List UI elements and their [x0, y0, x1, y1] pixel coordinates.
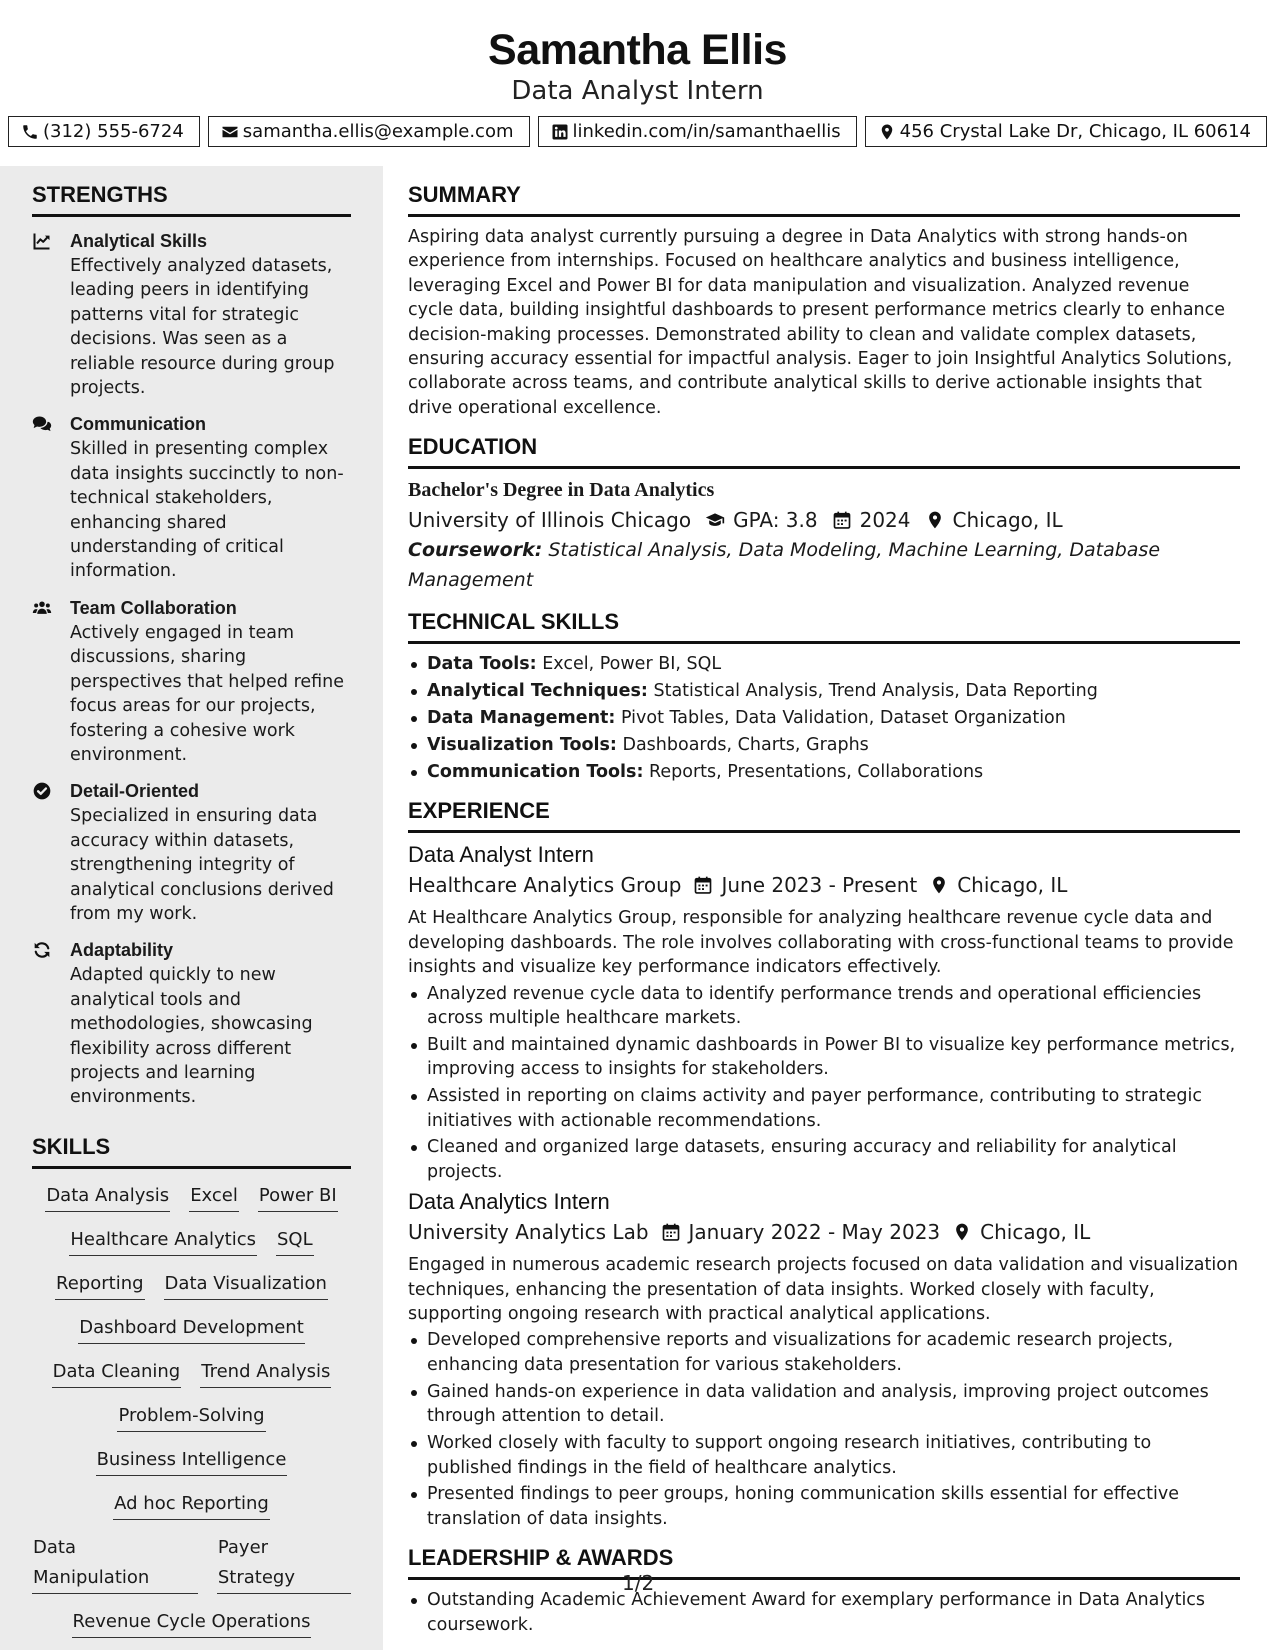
company-name: Healthcare Analytics Group	[408, 873, 682, 898]
users-icon	[32, 598, 52, 618]
list-item: Analyzed revenue cycle data to identify performance trends and operational efficiencies across multiple healthcare markets.	[408, 982, 1240, 1031]
strength-title: Detail-Oriented	[70, 781, 200, 802]
gpa: GPA: 3.8	[733, 508, 818, 533]
tech-skill-label: Data Tools:	[427, 654, 537, 675]
strength-item	[32, 229, 351, 400]
job-description: At Healthcare Analytics Group, responsible for analyzing healthcare revenue cycle data and developing dashboards. The role involves collaborating with cross-functional teams to provide insights and visualize key performance indicators effectively.	[408, 908, 1234, 978]
school-name: University of Illinois Chicago	[408, 508, 692, 533]
job-meta	[408, 870, 1240, 900]
contact-linkedin[interactable]	[538, 116, 857, 147]
calendar-icon	[693, 875, 713, 895]
strength-item	[32, 412, 351, 583]
job-entry	[408, 1188, 1240, 1531]
strength-text: Effectively analyzed datasets, leading peers in identifying patterns vital for strategic decisions. Was seen as a reliable resource during group projects.	[70, 256, 335, 399]
skill-tag: Power BI	[258, 1181, 338, 1212]
list-item: Gained hands-on experience in data validation and analysis, improving project outcomes through attention to detail.	[408, 1380, 1240, 1429]
sidebar	[0, 166, 383, 1650]
job-bullets	[408, 1328, 1240, 1531]
strength-text: Specialized in ensuring data accuracy within datasets, strengthening integrity of analytical conclusions derived from my work.	[70, 806, 334, 924]
map-marker-icon	[878, 123, 896, 141]
skill-tag: SQL	[276, 1225, 314, 1256]
contact-email-text: samantha.ellis@example.com	[242, 121, 514, 142]
list-item	[408, 706, 1240, 730]
school-location: Chicago, IL	[952, 508, 1063, 533]
tech-skill-value: Reports, Presentations, Collaborations	[643, 761, 984, 782]
tech-skill-value: Pivot Tables, Data Validation, Dataset Organization	[615, 708, 1066, 729]
skill-tag: Excel	[189, 1181, 239, 1212]
tech-skill-label: Analytical Techniques:	[427, 681, 648, 702]
graduation-cap-icon	[705, 510, 725, 530]
list-item: Outstanding Academic Achievement Award for exemplary performance in Data Analytics coursework.	[408, 1588, 1240, 1637]
contact-bar	[0, 116, 1275, 147]
tech-skill-value: Statistical Analysis, Trend Analysis, Data Reporting	[647, 681, 1098, 702]
contact-phone-text: (312) 555-6724	[43, 121, 184, 142]
strength-text: Adapted quickly to new analytical tools and methodologies, showcasing flexibility across different projects and learning environments.	[70, 965, 313, 1108]
job-meta	[408, 1217, 1240, 1247]
envelope-icon	[221, 123, 239, 141]
list-item: Worked closely with faculty to support ongoing research initiatives, contributing to published findings in the field of healthcare analytics.	[408, 1431, 1240, 1480]
experience-section	[408, 798, 1240, 1531]
job-description: Engaged in numerous academic research projects focused on data validation and visualization techniques, enhancing the presentation of data insights. Worked closely with faculty, supporting ongoing research with practical analytical applications.	[408, 1255, 1239, 1325]
strength-item	[32, 596, 351, 767]
comments-icon	[32, 414, 52, 434]
summary-heading: SUMMARY	[408, 182, 1240, 217]
strength-title: Team Collaboration	[70, 597, 237, 618]
skill-tag: Data Cleaning	[52, 1357, 182, 1388]
linkedin-icon	[551, 123, 569, 141]
company-name: University Analytics Lab	[408, 1220, 649, 1245]
contact-linkedin-text: linkedin.com/in/samanthaellis	[572, 121, 841, 142]
tech-skill-value: Dashboards, Charts, Graphs	[616, 734, 869, 755]
job-dates: June 2023 - Present	[721, 873, 918, 898]
list-item	[408, 733, 1240, 757]
strength-text: Actively engaged in team discussions, sharing perspectives that helped refine focus areas for our projects, fostering a cohesive work environment.	[70, 622, 345, 765]
coursework	[408, 535, 1240, 595]
job-entry	[408, 841, 1240, 1184]
map-marker-icon	[952, 1222, 972, 1242]
job-bullets	[408, 982, 1240, 1185]
map-marker-icon	[925, 510, 945, 530]
coursework-label: Coursework:	[408, 539, 543, 562]
awards-section	[408, 1545, 1240, 1637]
chart-line-icon	[32, 231, 52, 251]
education-meta	[408, 505, 1240, 535]
technical-skills-section	[408, 609, 1240, 784]
skill-tag: Problem-Solving	[117, 1401, 265, 1432]
technical-skills-list	[408, 652, 1240, 784]
skill-tag: Payer Strategy	[217, 1533, 351, 1594]
skill-tag: Ad hoc Reporting	[113, 1489, 270, 1520]
skill-tag: Data Manipulation	[32, 1533, 198, 1594]
list-item: Built and maintained dynamic dashboards in Power BI to visualize key performance metrics, improving access to insights for stakeholders.	[408, 1033, 1240, 1082]
strength-title: Communication	[70, 414, 207, 435]
main-content	[408, 166, 1240, 1640]
list-item	[408, 760, 1240, 784]
list-item	[408, 652, 1240, 676]
summary-section	[408, 182, 1240, 420]
list-item: Cleaned and organized large datasets, ensuring accuracy and reliability for analytical projects.	[408, 1135, 1240, 1184]
page-number: 1/2	[622, 1571, 655, 1595]
job-title: Data Analyst Intern	[408, 842, 594, 868]
check-circle-icon	[32, 781, 52, 801]
resume-header	[0, 0, 1275, 147]
tech-skill-value: Excel, Power BI, SQL	[536, 654, 722, 675]
job-title: Data Analytics Intern	[408, 1189, 610, 1215]
graduation-year: 2024	[859, 508, 911, 533]
tech-skill-label: Visualization Tools:	[427, 734, 617, 755]
list-item: Presented findings to peer groups, honing communication skills essential for effective translation of data insights.	[408, 1482, 1240, 1531]
skill-tag: Revenue Cycle Operations	[72, 1607, 312, 1638]
job-dates: January 2022 - May 2023	[688, 1220, 941, 1245]
candidate-name: Samantha Ellis	[488, 26, 787, 74]
awards-heading: LEADERSHIP & AWARDS	[408, 1545, 1240, 1580]
list-item: Developed comprehensive reports and visualizations for academic research projects, enhancing data presentation for various stakeholders.	[408, 1328, 1240, 1377]
coursework-list: Statistical Analysis, Data Modeling, Machine Learning, Database Management	[408, 539, 1161, 592]
skill-tag: Reporting	[55, 1269, 145, 1300]
calendar-icon	[832, 510, 852, 530]
strength-item	[32, 779, 351, 926]
skill-tag: Data Analysis	[45, 1181, 170, 1212]
list-item: Assisted in reporting on claims activity and payer performance, contributing to strategic initiatives with actionable recommendations.	[408, 1084, 1240, 1133]
tech-skill-label: Communication Tools:	[427, 761, 644, 782]
contact-address[interactable]	[865, 116, 1267, 147]
skill-tag: Healthcare Analytics	[69, 1225, 257, 1256]
contact-email[interactable]	[208, 116, 530, 147]
contact-address-text: 456 Crystal Lake Dr, Chicago, IL 60614	[899, 121, 1251, 142]
awards-list	[408, 1588, 1240, 1637]
skill-tag: Trend Analysis	[200, 1357, 331, 1388]
contact-phone[interactable]	[8, 116, 200, 147]
phone-icon	[21, 123, 39, 141]
strengths-heading: STRENGTHS	[32, 182, 351, 217]
skills-list	[32, 1181, 351, 1638]
skills-heading: SKILLS	[32, 1134, 351, 1169]
calendar-icon	[661, 1222, 681, 1242]
tech-skill-label: Data Management:	[427, 708, 616, 729]
job-location: Chicago, IL	[980, 1220, 1091, 1245]
list-item	[408, 679, 1240, 703]
strength-title: Adaptability	[70, 940, 174, 961]
skill-tag: Dashboard Development	[78, 1313, 305, 1344]
education-section	[408, 434, 1240, 595]
degree-name: Bachelor's Degree in Data Analytics	[408, 479, 715, 502]
strength-title: Analytical Skills	[70, 231, 208, 251]
skill-tag: Business Intelligence	[96, 1445, 288, 1476]
map-marker-icon	[929, 875, 949, 895]
technical-skills-heading: TECHNICAL SKILLS	[408, 609, 1240, 644]
sync-icon	[32, 940, 52, 960]
candidate-title: Data Analyst Intern	[511, 76, 764, 106]
education-heading: EDUCATION	[408, 434, 1240, 469]
job-location: Chicago, IL	[957, 873, 1068, 898]
skill-tag: Data Visualization	[164, 1269, 328, 1300]
summary-text: Aspiring data analyst currently pursuing a degree in Data Analytics with strong hands-on experience from internships. Focused on healthcare analytics and business intelligence, leveraging Excel and Power BI for data manipulation and visualization. Analyzed revenue cycle data, building insightful dashboards to present performance metrics clearly to enhance decision-making processes. Demonstrated ability to clean and validate complex datasets, ensuring accuracy essential for impactful analysis. Eager to join Insightful Analytics Solutions, collaborate across teams, and contribute analytical skills to derive actionable insights that drive operational excellence.	[408, 227, 1233, 418]
strength-item	[32, 938, 351, 1109]
experience-heading: EXPERIENCE	[408, 798, 1240, 833]
strength-text: Skilled in presenting complex data insights succinctly to non-technical stakeholders, enhancing shared understanding of critical information.	[70, 439, 344, 582]
